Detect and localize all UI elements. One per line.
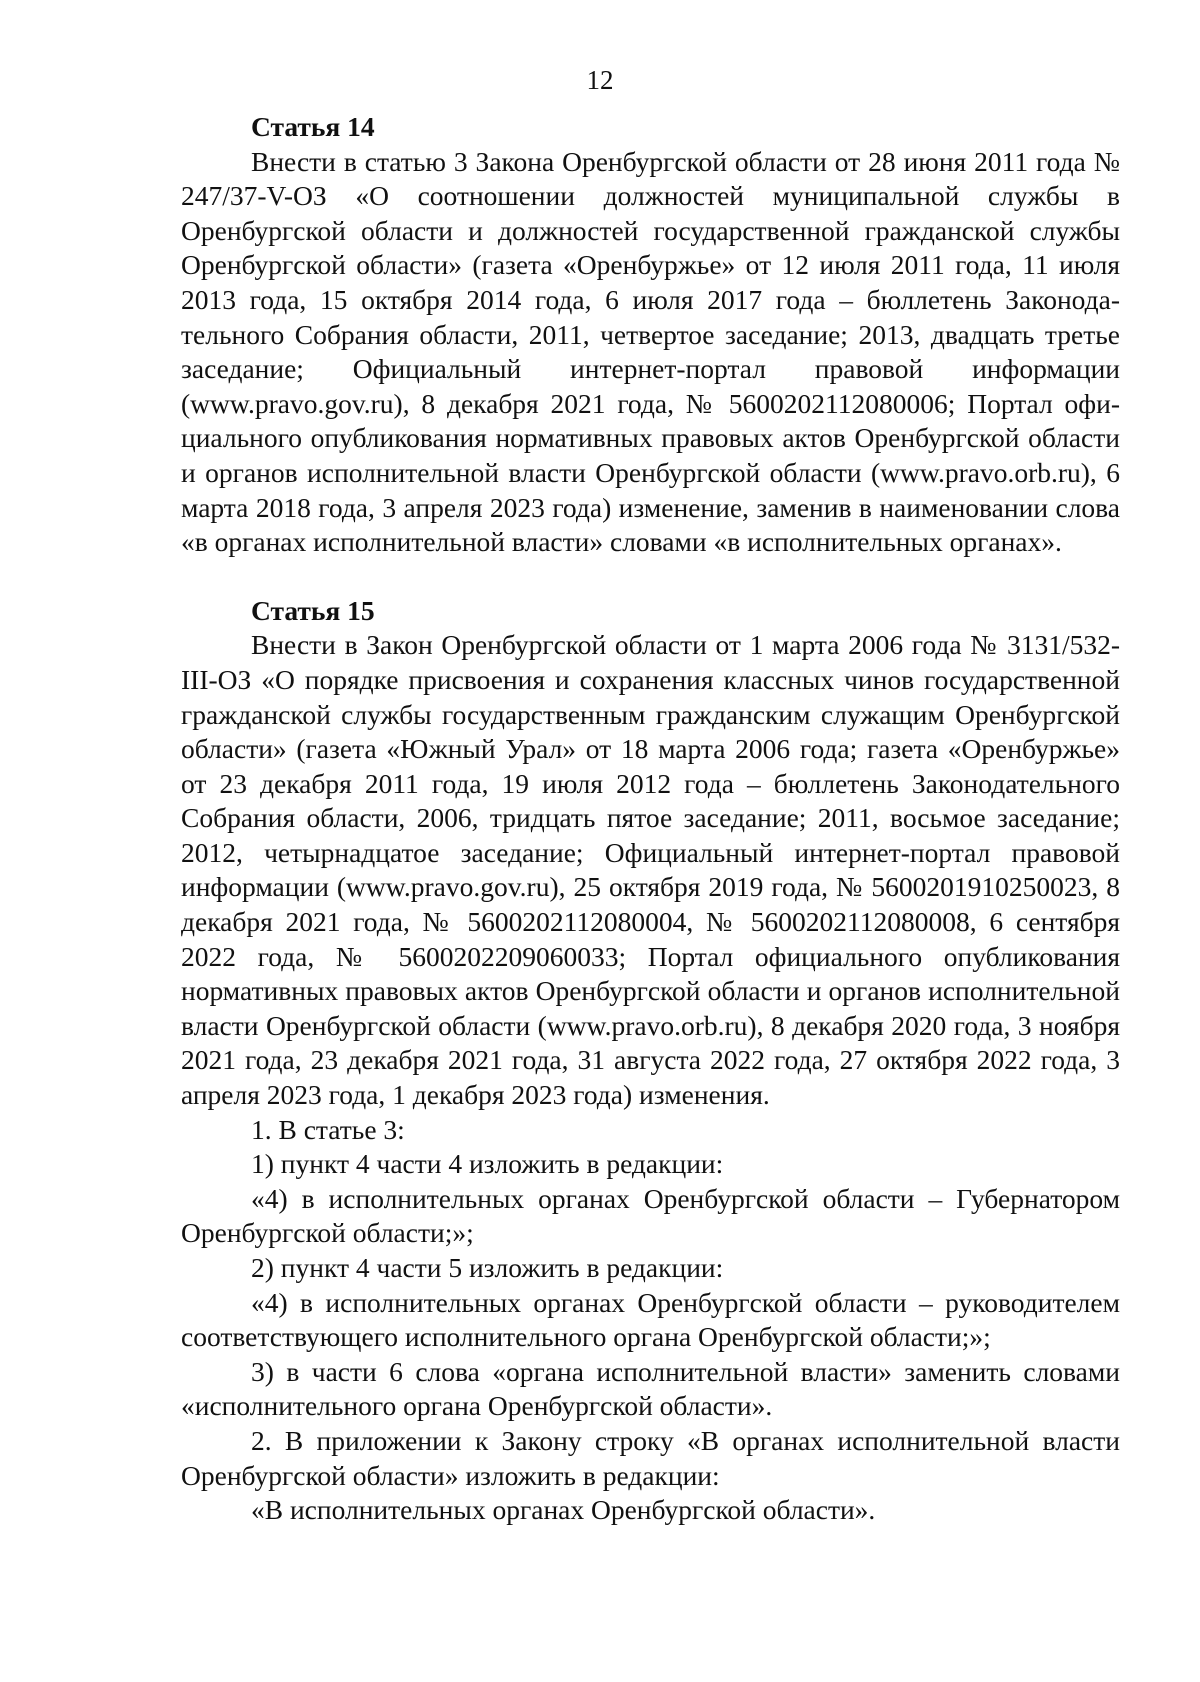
article-15-item: 1) пункт 4 части 4 изложить в редакции: — [251, 1148, 724, 1180]
document-body — [181, 110, 1120, 1528]
article-15-item: 3) в части 6 слова «органа исполнительной власти» заменить словами «исполнительного органа Оренбургской области». — [181, 1355, 1120, 1422]
article-15 — [181, 594, 1120, 1528]
article-15-item: 2. В приложении к Закону строку «В органах исполнительной власти Оренбургской области» изложить в редакции: — [181, 1424, 1120, 1491]
article-15-item: «4) в исполнительных органах Оренбургской области – руководителем соответствующего исполнительного органа Оренбургской области;»; — [181, 1286, 1120, 1353]
article-15-item: 1. В статье 3: — [251, 1113, 405, 1145]
page-number: 12 — [586, 65, 614, 95]
section-spacer — [181, 560, 1120, 594]
article-14 — [181, 110, 1120, 560]
article-15-heading: Статья 15 — [251, 594, 375, 626]
article-15-item: «4) в исполнительных органах Оренбургской области – Губернатором Оренбургской области;»; — [181, 1182, 1120, 1249]
article-15-intro: Внести в Закон Оренбургской области от 1 марта 2006 года № 3131/532-III-ОЗ «О порядке присвоения и сохранения классных чинов государственной гражданской службы государственным гражданским служащим Оренбургской области» (газета «Южный Урал» от 18 марта 2006 года; газета «Оренбуржье» от 23 декабря 2011 года, 19 июля 2012 года – бюллетень Законодательного Собрания области, 2006, тридцать пятое заседание; 2011, восьмое заседание; 2012, четырнадцатое заседание; Официальный интернет-портал правовой информации (www.pravo.gov.ru), 25 октября 2019 года, № 5600201910250023, 8 декабря 2021 года, № 5600202112080004, № 5600202112080008, 6 сентября 2022 года, № 5600202209060033; Портал официального опубликования нормативных правовых актов Оренбургской области и органов исполнительной власти Оренбургской области (www.pravo.orb.ru), 8 декабря 2020 года, 3 ноября 2021 года, 23 декабря 2021 года, 31 августа 2022 года, 27 октября 2022 года, 3 апреля 2023 года, 1 декабря 2023 года) изменения. — [181, 629, 1120, 1111]
article-15-item: «В исполнительных органах Оренбургской области». — [251, 1494, 876, 1526]
article-14-text: Внести в статью 3 Закона Оренбургской области от 28 июня 2011 года № 247/37-V-ОЗ «О соотношении должностей муниципальной службы в Оренбургской области и должностей государственной гражданской службы Оренбургской области» (газета «Оренбуржье» от 12 июля 2011 года, 11 июля 2013 года, 15 октября 2014 года, 6 июля 2017 года – бюллетень Законодательного Собрания области, 2011, четвертое заседание; 2013, двадцать третье заседание; Официальный интернет-портал правовой информации (www.pravo.gov.ru), 8 декабря 2021 года, № 5600202112080006; Портал официального опубликования нормативных правовых актов Оренбургской области и органов исполнительной власти Оренбургской области (www.pravo.orb.ru), 6 марта 2018 года, 3 апреля 2023 года) изменение, заменив в наименовании слова «в органах исполнительной власти» словами «в исполнительных органах». — [181, 145, 1120, 558]
article-15-item: 2) пункт 4 части 5 изложить в редакции: — [251, 1252, 724, 1283]
article-14-heading: Статья 14 — [251, 111, 375, 142]
